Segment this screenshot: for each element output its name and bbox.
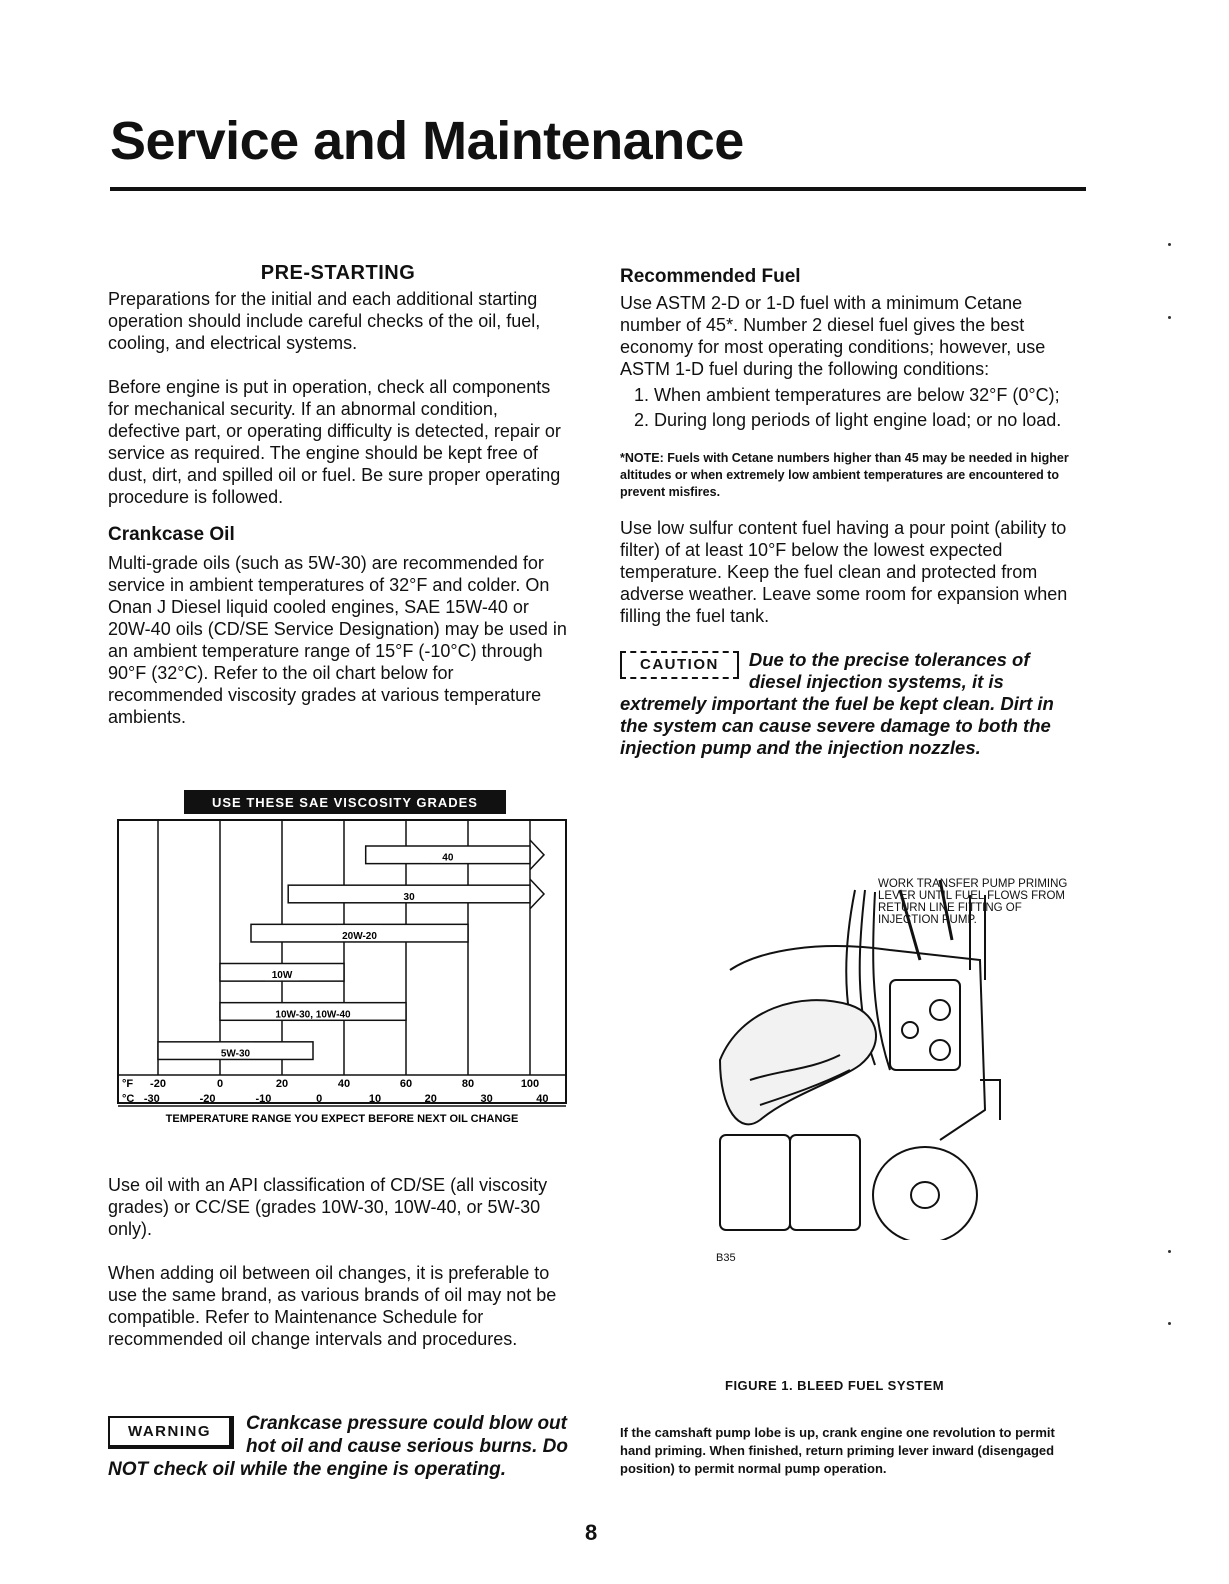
chart-bar-label: 40 [442,852,454,864]
fahrenheit-tick-label: -20 [150,1078,166,1090]
chart-bar-label: 5W-30 [220,1048,251,1060]
priming-lever [940,880,952,940]
warning-block [108,1412,574,1481]
chart-title: USE THESE SAE VISCOSITY GRADES [212,795,478,810]
fuel-paragraph-1: Use ASTM 2-D or 1-D fuel with a minimum Cetane number of 45*. Number 2 diesel fuel gives the best economy for most operating conditions; however, use ASTM 1-D fuel during the following conditions: [620,293,1046,379]
filter-canister [790,1135,860,1230]
api-classification-paragraph: Use oil with an API classification of CD/SE (all viscosity grades) or CC/SE (grades 10W-30, 10W-40, or 5W-30 only). [108,1175,548,1239]
viscosity-chart [114,790,570,1135]
pre-starting-paragraph-2: Before engine is put in operation, check all components for mechanical security. If an abnormal condition, defective part, or operating difficulty is detected, repair or service as required. The engine should be kept free of dust, dirt, and spilled oil or fuel. Be sure proper operating procedure is followed. [108,377,561,507]
celsius-tick-label: -10 [255,1093,272,1105]
fuel-paragraph-2: Use low sulfur content fuel having a pour point (ability to filter) of at least 10°F below the lowest expected temperature. Keep the fuel clean and protected from adverse weather. Leave some room for expansion when filling the fuel tank. [620,518,1068,626]
cetane-note: *NOTE: Fuels with Cetane numbers higher than 45 may be needed in higher altitudes or when extremely low ambient temperatures are encountered to prevent misfires. [620,451,1069,499]
chart-bar-label: 10W [271,970,293,982]
celsius-tick-label: 20 [424,1093,437,1105]
celsius-tick-label: 30 [480,1093,493,1105]
chart-bar-label: 20W-20 [342,930,377,942]
recommended-fuel-heading: Recommended Fuel [620,266,801,287]
figure-caption: FIGURE 1. BLEED FUEL SYSTEM [725,1378,945,1393]
pre-starting-paragraph-1: Preparations for the initial and each additional starting operation should include careful checks of the oil, fuel, cooling, and electrical systems. [108,289,541,353]
chart-bar-arrow [530,840,544,870]
chart-x-axis-label: TEMPERATURE RANGE YOU EXPECT BEFORE NEXT OIL CHANGE [165,1113,519,1125]
title-rule [110,187,1086,191]
figure-code: B35 [716,1252,736,1264]
warning-badge: WARNING [108,1416,234,1449]
crankcase-oil-paragraph: Multi-grade oils (such as 5W-30) are recommended for service in ambient temperatures of 32°F and colder. On Onan J Diesel liquid cooled engines, SAE 15W-40 or 20W-40 oils (CD/SE Service Designation) may be used in an ambient temperature range of 15°F (-10°C) through 90°F (32°C). Refer to the oil chart below for recommended viscosity grades at various temperature ambients. [108,553,567,727]
priming-note: If the camshaft pump lobe is up, crank engine one revolution to permit hand priming. When finished, return priming lever inward (disengaged position) to permit normal pump operation. [620,1425,1055,1476]
margin-speck [1168,316,1171,319]
fuel-condition-item: 2. During long periods of light engine load; or no load. [654,409,1076,431]
crankcase-oil-heading: Crankcase Oil [108,524,235,545]
celsius-tick-label: 10 [368,1093,382,1105]
page-title: Service and Maintenance [110,111,744,171]
celsius-tick-label: 0 [316,1093,323,1105]
warning-text: Crankcase pressure could blow out hot oil and cause serious burns. Do NOT check oil while the engine is operating. [108,1413,568,1480]
chart-bar-label: 30 [403,891,415,903]
margin-speck [1168,243,1171,246]
fahrenheit-tick-label: 20 [275,1078,289,1090]
injection-pump-body [890,980,960,1070]
celsius-unit-label: °C [122,1093,135,1105]
pulley [873,1147,977,1240]
chart-bar-label: 10W-30, 10W-40 [275,1009,351,1021]
fuel-conditions-list [620,384,1076,431]
figure-callout: WORK TRANSFER PUMP PRIMING LEVER UNTIL FUEL FLOWS FROM RETURN LINE FITTING OF INJECTION PUMP. [878,878,1068,926]
margin-speck [1168,1322,1171,1325]
fahrenheit-unit-label: °F [122,1078,134,1090]
left-lower-column [108,1174,570,1350]
left-column [108,262,568,728]
chart-bar-arrow [530,879,544,909]
pre-starting-heading: PRE-STARTING [260,262,416,284]
celsius-tick-label: -30 [143,1093,160,1105]
celsius-tick-label: -20 [199,1093,216,1105]
fahrenheit-tick-label: 100 [520,1078,540,1090]
caution-block [620,649,1076,759]
fahrenheit-tick-label: 0 [216,1078,224,1090]
page-number: 8 [585,1520,598,1545]
filter-canister [720,1135,790,1230]
celsius-tick-label: 40 [536,1093,549,1105]
fahrenheit-tick-label: 40 [337,1078,351,1090]
viscosity-chart-svg [114,790,570,1135]
fahrenheit-tick-label: 60 [399,1078,413,1090]
margin-speck [1168,1250,1171,1253]
adding-oil-paragraph: When adding oil between oil changes, it is preferable to use the same brand, as various brands of oil may not be compatible. Refer to Maintenance Schedule for recommended oil change intervals and procedures. [108,1263,557,1349]
fahrenheit-tick-label: 80 [461,1078,475,1090]
fuel-pump-illustration [640,880,1050,1240]
caution-text: Due to the precise tolerances of diesel injection systems, it is extremely important the fuel be kept clean. Dirt in the system can cause severe damage to both the injection pump and the injection nozzles. [620,649,1054,758]
right-column [620,266,1076,759]
fuel-condition-item: 1. When ambient temperatures are below 32°F (0°C); [654,384,1076,406]
hand-shape [720,1000,876,1124]
caution-badge: CAUTION [620,651,739,679]
